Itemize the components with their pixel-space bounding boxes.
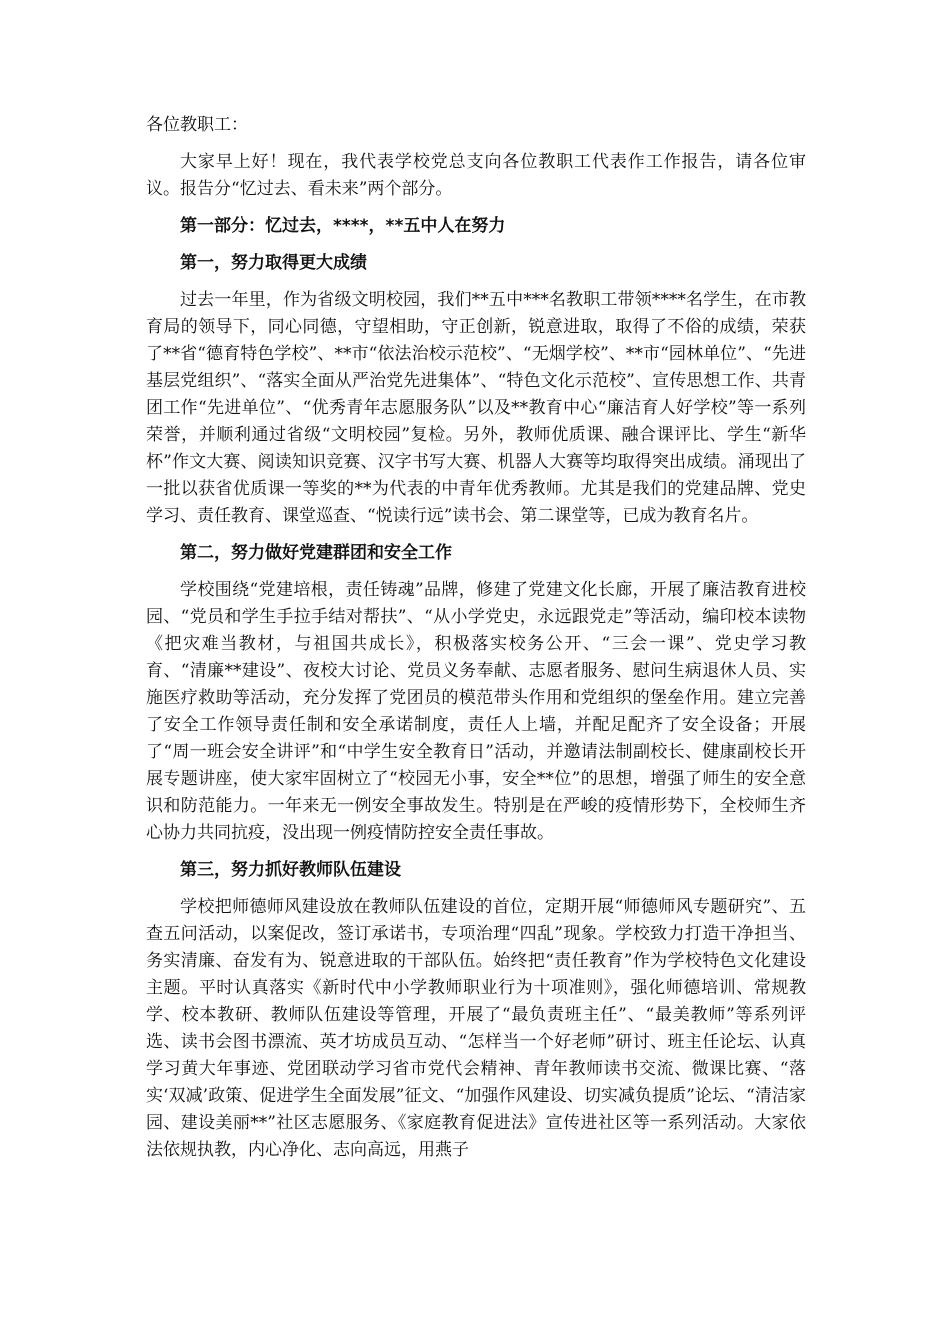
section-heading-1: 第一，努力取得更大成绩 [180,253,367,273]
section-body-1: 过去一年里，作为省级文明校园，我们**五中***名教职工带领****名学生，在市教育局的领导下，同心同德，守望相助，守正创新，锐意进取，取得了不俗的成绩，荣获了**省“德育特色学校”、**市“依法治校示范校”、“无烟学校”、**市“园林单位”、“先进基层党组织”、“落实全面从严治党先进集体”、“特色文化示范校”、宣传思想工作、共青团工作“先进单位”、“优秀青年志愿服务队”以及**教育中心“廉洁育人好学校”等一系列荣誉，并顺利通过省级“文明校园”复检。另外，教师优质课、融合课评比、学生“新华杯”作文大赛、阅读知识竞赛、汉字书写大赛、机器人大赛等均取得突出成绩。涌现出了一批以获省优质课一等奖的**为代表的中青年优秀教师。尤其是我们的党建品牌、党史学习、责任教育、课堂巡查、“悦读行远”读书会、第二课堂等，已成为教育名片。 [146,290,806,526]
section-heading-2: 第二，努力做好党建群团和安全工作 [180,543,452,563]
intro-paragraph: 大家早上好！现在，我代表学校党总支向各位教职工代表作工作报告，请各位审议。报告分“忆过去、看未来”两个部分。 [146,152,806,199]
salutation: 各位教职工： [146,115,248,135]
section-body-3: 学校把师德师风建设放在教师队伍建设的首位，定期开展“师德师风专题研究”、五查五问活动，以案促改，签订承诺书，专项治理“四乱”现象。学校致力打造干净担当、务实清廉、奋发有为、锐意进取的干部队伍。始终把“责任教育”作为学校特色文化建设主题。平时认真落实《新时代中小学教师职业行为十项准则》，强化师德培训、常规教学、校本教研、教师队伍建设等管理，开展了“最负责班主任”、“最美教师”等系列评选、读书会图书漂流、英才坊成员互动、“怎样当一个好老师”研讨、班主任论坛、认真学习黄大年事迹、党团联动学习省市党代会精神、青年教师读书交流、微课比赛、“落实‘双减’政策、促进学生全面发展”征文、“加强作风建设、切实减负提质”论坛、“清洁家园、建设美丽**”社区志愿服务、《家庭教育促进法》宣传进社区等一系列活动。大家依法依规执教，内心净化、志向高远，用燕子 [146,897,806,1160]
section-heading-3: 第三，努力抓好教师队伍建设 [180,860,401,880]
part-heading: 第一部分：忆过去，****，**五中人在努力 [180,216,506,236]
section-body-2: 学校围绕“党建培根，责任铸魂”品牌，修建了党建文化长廊，开展了廉洁教育进校园、“党员和学生手拉手结对帮扶”、“从小学党史，永远跟党走”等活动，编印校本读物《把灾难当教材，与祖国共成长》，积极落实校务公开、“三会一课”、党史学习教育、“清廉**建设”、夜校大讨论、党员义务奉献、志愿者服务、慰问生病退休人员、实施医疗救助等活动，充分发挥了党团员的模范带头作用和党组织的堡垒作用。建立完善了安全工作领导责任制和安全承诺制度，责任人上墙，并配足配齐了安全设备；开展了“周一班会安全讲评”和“中学生安全教育日”活动，并邀请法制副校长、健康副校长开展专题讲座，使大家牢固树立了“校园无小事，安全**位”的思想，增强了师生的安全意识和防范能力。一年来无一例安全事故发生。特别是在严峻的疫情形势下，全校师生齐心协力共同抗疫，没出现一例疫情防控安全责任事故。 [146,580,806,843]
document-page [146,112,806,1164]
